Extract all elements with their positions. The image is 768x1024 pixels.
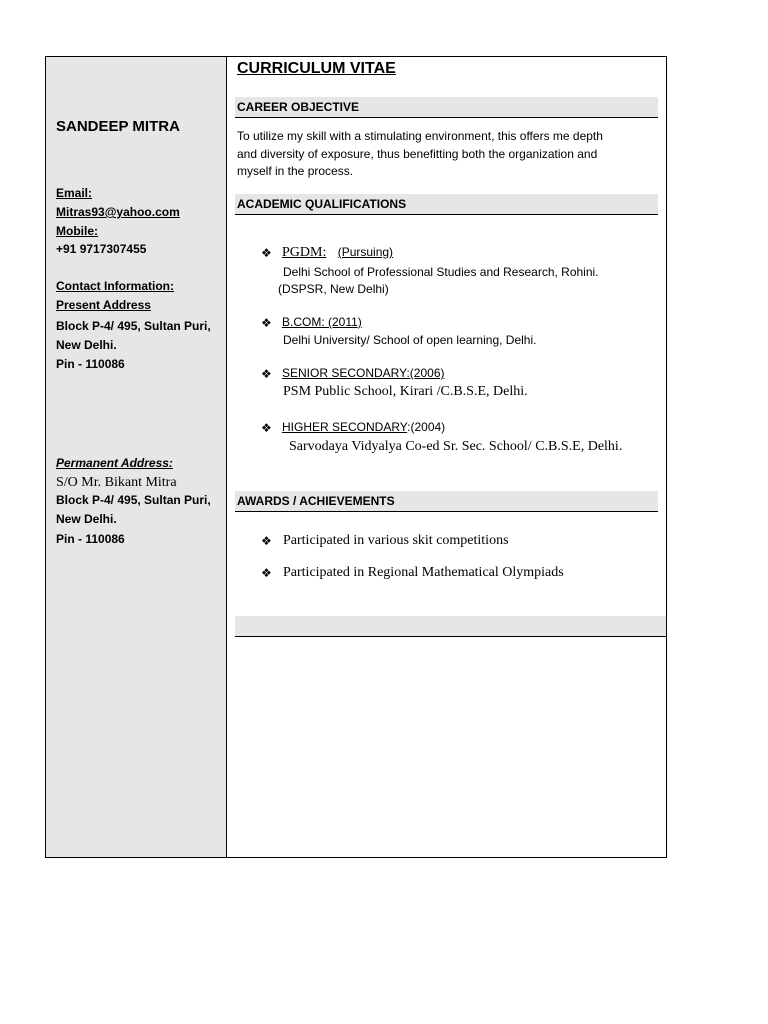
candidate-name: SANDEEP MITRA [56, 118, 180, 135]
bullet-icon: ❖ [261, 367, 272, 381]
bullet-icon: ❖ [261, 534, 272, 548]
objective-line3: myself in the process. [237, 164, 354, 178]
permanent-address-line1: Block P-4/ 495, Sultan Puri, [56, 493, 211, 507]
present-address-label: Present Address [56, 298, 151, 312]
higher-label: HIGHER SECONDARY [282, 420, 408, 434]
contact-label: Contact Information: [56, 279, 174, 293]
mobile-number: +91 9717307455 [56, 242, 147, 256]
awards-header: AWARDS / ACHIEVEMENTS [235, 491, 658, 512]
objective-line2: and diversity of exposure, thus benefitting both the organization and [237, 147, 598, 161]
qualification-bcom-title: B.COM: (2011) [282, 315, 362, 329]
permanent-address-parent: S/O Mr. Bikant Mitra [56, 475, 177, 490]
email-label: Email: [56, 186, 93, 200]
senior-line1: PSM Public School, Kirari /C.B.S.E, Delhi. [283, 384, 528, 399]
pgdm-label: PGDM: [282, 245, 327, 260]
mobile-label: Mobile: [56, 224, 98, 238]
permanent-address-line2: New Delhi. [56, 512, 117, 526]
bcom-line1: Delhi University/ School of open learning, Delhi. [283, 333, 537, 347]
cv-title: CURRICULUM VITAE [237, 60, 396, 77]
bullet-icon: ❖ [261, 246, 272, 260]
bullet-icon: ❖ [261, 316, 272, 330]
pgdm-status: (Pursuing) [337, 245, 394, 259]
pgdm-line1: Delhi School of Professional Studies and Research, Rohini. [283, 265, 599, 279]
cv-frame [45, 56, 667, 858]
higher-year: :(2004) [407, 420, 446, 434]
qualification-higher-title [282, 419, 445, 436]
career-objective-header: CAREER OBJECTIVE [235, 97, 658, 118]
qualification-pgdm-title [282, 244, 393, 261]
email-link[interactable]: Mitras93@yahoo.com [56, 205, 180, 219]
permanent-address-label: Permanent Address: [56, 456, 173, 470]
bullet-icon: ❖ [261, 421, 272, 435]
higher-line1: Sarvodaya Vidyalya Co-ed Sr. Sec. School/ C.B.S.E, Delhi. [289, 439, 623, 454]
main-content [227, 57, 666, 857]
present-address-line2: New Delhi. [56, 338, 117, 352]
empty-section-header [235, 616, 666, 637]
bullet-icon: ❖ [261, 566, 272, 580]
objective-line1: To utilize my skill with a stimulating environment, this offers me depth [237, 129, 603, 143]
award-item-2: Participated in Regional Mathematical Olympiads [283, 565, 564, 580]
sidebar [46, 57, 227, 857]
present-address-line1: Block P-4/ 495, Sultan Puri, [56, 319, 211, 333]
academic-header: ACADEMIC QUALIFICATIONS [235, 194, 658, 215]
award-item-1: Participated in various skit competitions [283, 533, 509, 548]
permanent-address-pin: Pin - 110086 [56, 532, 125, 546]
qualification-senior-title: SENIOR SECONDARY:(2006) [282, 366, 445, 380]
present-address-pin: Pin - 110086 [56, 357, 125, 371]
pgdm-line2: (DSPSR, New Delhi) [278, 282, 389, 296]
